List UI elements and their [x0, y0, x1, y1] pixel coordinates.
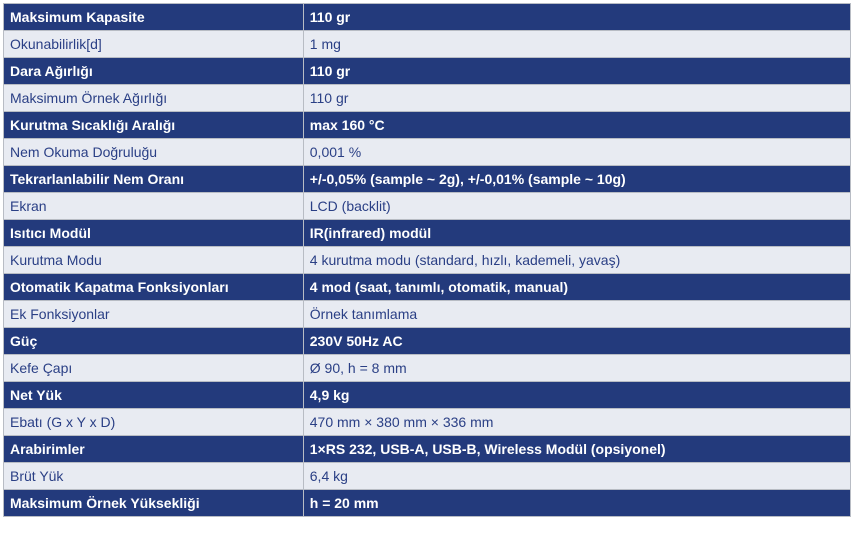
- spec-label: Maksimum Kapasite: [3, 3, 304, 31]
- spec-label: Net Yük: [3, 382, 304, 409]
- table-row: [3, 85, 851, 112]
- table-row: [3, 382, 851, 409]
- spec-value: 110 gr: [304, 58, 851, 85]
- spec-value: Örnek tanımlama: [304, 301, 851, 328]
- spec-value: 1×RS 232, USB-A, USB-B, Wireless Modül (opsiyonel): [304, 436, 851, 463]
- spec-label: Ekran: [3, 193, 304, 220]
- spec-label: Brüt Yük: [3, 463, 304, 490]
- spec-value: 0,001 %: [304, 139, 851, 166]
- spec-label: Maksimum Örnek Ağırlığı: [3, 85, 304, 112]
- spec-value: 1 mg: [304, 31, 851, 58]
- table-row: [3, 409, 851, 436]
- spec-label: Isıtıcı Modül: [3, 220, 304, 247]
- table-row: [3, 58, 851, 85]
- spec-value: 470 mm × 380 mm × 336 mm: [304, 409, 851, 436]
- spec-value: 4 mod (saat, tanımlı, otomatik, manual): [304, 274, 851, 301]
- spec-value: 110 gr: [304, 3, 851, 31]
- table-row: [3, 247, 851, 274]
- table-row: [3, 490, 851, 517]
- spec-value: h = 20 mm: [304, 490, 851, 517]
- spec-label: Maksimum Örnek Yüksekliği: [3, 490, 304, 517]
- table-row: [3, 3, 851, 31]
- table-row: [3, 166, 851, 193]
- spec-label: Güç: [3, 328, 304, 355]
- table-row: [3, 31, 851, 58]
- spec-value: 4,9 kg: [304, 382, 851, 409]
- spec-label: Kurutma Modu: [3, 247, 304, 274]
- table-row: [3, 112, 851, 139]
- table-row: [3, 355, 851, 382]
- spec-label: Okunabilirlik[d]: [3, 31, 304, 58]
- spec-value: IR(infrared) modül: [304, 220, 851, 247]
- table-row: [3, 220, 851, 247]
- table-row: [3, 139, 851, 166]
- spec-value: 230V 50Hz AC: [304, 328, 851, 355]
- spec-label: Ebatı (G x Y x D): [3, 409, 304, 436]
- spec-value: max 160 °C: [304, 112, 851, 139]
- table-row: [3, 436, 851, 463]
- table-row: [3, 301, 851, 328]
- spec-value: +/-0,05% (sample ~ 2g), +/-0,01% (sample ~ 10g): [304, 166, 851, 193]
- spec-label: Kefe Çapı: [3, 355, 304, 382]
- table-row: [3, 463, 851, 490]
- spec-value: 110 gr: [304, 85, 851, 112]
- table-row: [3, 328, 851, 355]
- spec-label: Tekrarlanlabilir Nem Oranı: [3, 166, 304, 193]
- spec-label: Kurutma Sıcaklığı Aralığı: [3, 112, 304, 139]
- spec-value: LCD (backlit): [304, 193, 851, 220]
- spec-label: Arabirimler: [3, 436, 304, 463]
- spec-value: Ø 90, h = 8 mm: [304, 355, 851, 382]
- spec-table: [3, 3, 851, 517]
- spec-label: Nem Okuma Doğruluğu: [3, 139, 304, 166]
- spec-label: Dara Ağırlığı: [3, 58, 304, 85]
- spec-label: Otomatik Kapatma Fonksiyonları: [3, 274, 304, 301]
- spec-value: 4 kurutma modu (standard, hızlı, kademeli, yavaş): [304, 247, 851, 274]
- spec-value: 6,4 kg: [304, 463, 851, 490]
- spec-label: Ek Fonksiyonlar: [3, 301, 304, 328]
- table-row: [3, 274, 851, 301]
- table-row: [3, 193, 851, 220]
